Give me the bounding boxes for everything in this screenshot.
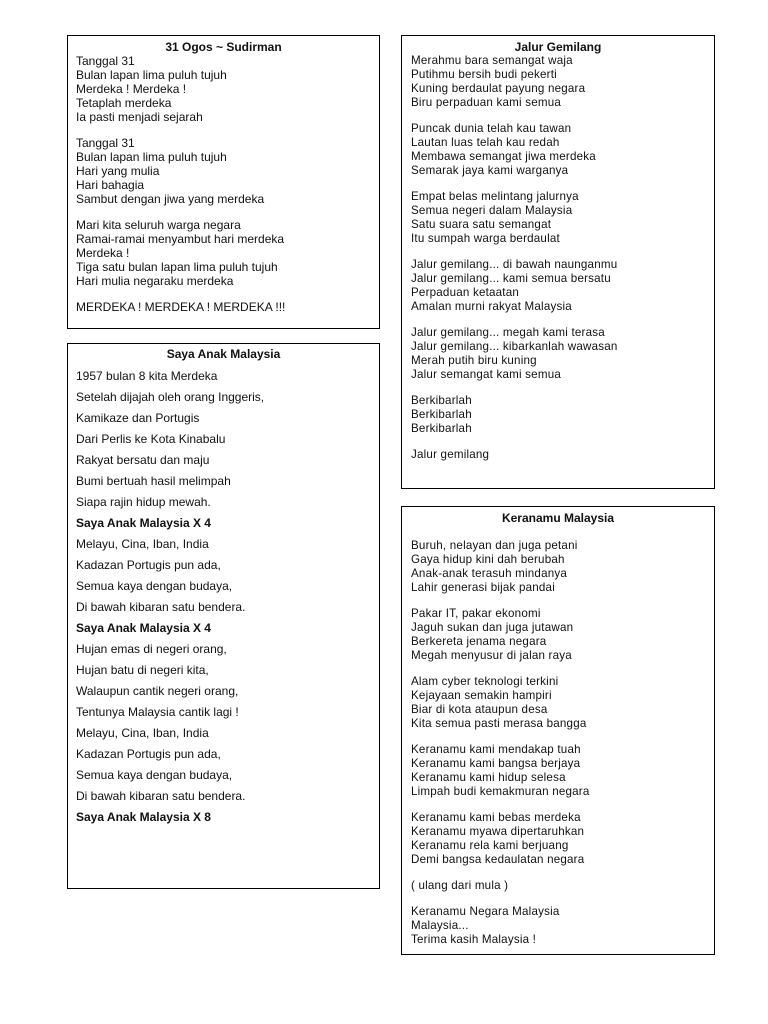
lyric-line: Semarak jaya kami warganya: [411, 164, 569, 177]
lyric-line: Tanggal 31: [76, 54, 135, 68]
lyric-line: Bulan lapan lima puluh tujuh: [76, 150, 227, 164]
lyric-line: Melayu, Cina, Iban, India: [76, 726, 209, 740]
lyric-line: Melayu, Cina, Iban, India: [76, 537, 209, 551]
stanza: [411, 539, 705, 595]
song-title: Keranamu Malaysia: [501, 511, 615, 525]
lyric-line: Lahir generasi bijak pandai: [411, 581, 555, 594]
lyric-line: Tetaplah merdeka: [76, 96, 172, 110]
lyric-line: Membawa semangat jiwa merdeka: [411, 150, 596, 163]
lyric-line: Hari bahagia: [76, 178, 145, 192]
stanza: [411, 190, 705, 246]
lyrics-box-jalur-gemilang: [401, 35, 715, 489]
lyric-line: Semua negeri dalam Malaysia: [411, 204, 573, 217]
stanza: [411, 879, 705, 893]
lyric-line: Jalur gemilang... di bawah naunganmu: [411, 258, 618, 271]
lyrics-body: [76, 54, 371, 314]
lyric-line: Sambut dengan jiwa yang merdeka: [76, 192, 265, 206]
lyric-line: Kadazan Portugis pun ada,: [76, 558, 221, 572]
lyric-line: Di bawah kibaran satu bendera.: [76, 600, 246, 614]
lyrics-body: [411, 54, 705, 462]
lyric-line: Kejayaan semakin hampiri: [411, 689, 552, 702]
lyric-line: Puncak dunia telah kau tawan: [411, 122, 572, 135]
lyric-line: Hari yang mulia: [76, 164, 160, 178]
lyric-line: Merdeka ! Merdeka !: [76, 82, 187, 96]
lyric-line: Di bawah kibaran satu bendera.: [76, 789, 246, 803]
lyric-line: Jalur gemilang: [411, 448, 490, 461]
stanza: [76, 136, 371, 206]
lyric-line: Keranamu kami bebas merdeka: [411, 811, 581, 824]
lyric-line: Keranamu kami hidup selesa: [411, 771, 566, 784]
lyric-line: Gaya hidup kini dah berubah: [411, 553, 565, 566]
lyric-line: Bumi bertuah hasil melimpah: [76, 474, 231, 488]
lyric-line: Setelah dijajah oleh orang Inggeris,: [76, 390, 265, 404]
stanza: [411, 258, 705, 314]
lyric-line: Keranamu rela kami berjuang: [411, 839, 569, 852]
chorus-line: Saya Anak Malaysia X 4: [76, 516, 211, 530]
lyric-line: Merdeka !: [76, 246, 130, 260]
lyric-line: Jalur gemilang... kibarkanlah wawasan: [411, 340, 618, 353]
stanza: [411, 905, 705, 947]
song-title: Jalur Gemilang: [514, 40, 602, 54]
song-title: 31 Ogos ~ Sudirman: [165, 40, 282, 54]
lyric-line: Pakar IT, pakar ekonomi: [411, 607, 541, 620]
lyric-line: Rakyat bersatu dan maju: [76, 453, 210, 467]
lyric-line: Hujan emas di negeri orang,: [76, 642, 227, 656]
stanza: [76, 218, 371, 288]
lyric-line: Berkibarlah: [411, 394, 472, 407]
stanza: [411, 122, 705, 178]
lyric-line: Walaupun cantik negeri orang,: [76, 684, 239, 698]
stanza: [411, 448, 705, 462]
lyric-line: Kuning berdaulat payung negara: [411, 82, 586, 95]
lyric-line: Berkibarlah: [411, 422, 472, 435]
lyric-line: Malaysia...: [411, 919, 469, 932]
lyrics-body: [76, 366, 371, 828]
lyric-line: Keranamu myawa dipertaruhkan: [411, 825, 585, 838]
chorus-line: Saya Anak Malaysia X 8: [76, 810, 211, 824]
song-title: Saya Anak Malaysia: [166, 347, 281, 361]
lyric-line: Kadazan Portugis pun ada,: [76, 747, 221, 761]
lyric-line: Perpaduan ketaatan: [411, 286, 520, 299]
lyric-line: Bulan lapan lima puluh tujuh: [76, 68, 227, 82]
lyric-line: Empat belas melintang jalurnya: [411, 190, 579, 203]
stanza: [411, 811, 705, 867]
lyric-line: Keranamu kami bangsa berjaya: [411, 757, 581, 770]
lyric-line: Limpah budi kemakmuran negara: [411, 785, 590, 798]
lyric-line: MERDEKA ! MERDEKA ! MERDEKA !!!: [76, 300, 286, 314]
lyric-line: Jalur semangat kami semua: [411, 368, 561, 381]
lyric-line: Kita semua pasti merasa bangga: [411, 717, 587, 730]
lyric-line: Itu sumpah warga berdaulat: [411, 232, 560, 245]
lyric-line: Satu suara satu semangat: [411, 218, 552, 231]
lyric-line: Amalan murni rakyat Malaysia: [411, 300, 572, 313]
lyric-line: Lautan luas telah kau redah: [411, 136, 560, 149]
stanza: [411, 54, 705, 110]
lyric-line: Hari mulia negaraku merdeka: [76, 274, 234, 288]
lyric-line: Ia pasti menjadi sejarah: [76, 110, 203, 124]
lyric-line: Berkereta jenama negara: [411, 635, 547, 648]
lyric-line: Biar di kota ataupun desa: [411, 703, 548, 716]
lyric-line: Keranamu kami mendakap tuah: [411, 743, 581, 756]
lyric-line: Tiga satu bulan lapan lima puluh tujuh: [76, 260, 278, 274]
lyric-line: Biru perpaduan kami semua: [411, 96, 562, 109]
lyric-line: Tentunya Malaysia cantik lagi !: [76, 705, 239, 719]
lyric-line: Berkibarlah: [411, 408, 472, 421]
stanza: [411, 607, 705, 663]
lyric-line: Buruh, nelayan dan juga petani: [411, 539, 578, 552]
lyric-line: Merah putih biru kuning: [411, 354, 537, 367]
lyric-line: ( ulang dari mula ): [411, 879, 509, 892]
lyric-line: Anak-anak terasuh mindanya: [411, 567, 568, 580]
lyrics-box-31-ogos: [67, 35, 380, 329]
lyric-line: Tanggal 31: [76, 136, 135, 150]
lyric-line: Putihmu bersih budi pekerti: [411, 68, 557, 81]
chorus-line: Saya Anak Malaysia X 4: [76, 621, 211, 635]
lyric-line: Megah menyusur di jalan raya: [411, 649, 572, 662]
lyric-line: Demi bangsa kedaulatan negara: [411, 853, 585, 866]
lyric-line: Keranamu Negara Malaysia: [411, 905, 560, 918]
lyric-line: Dari Perlis ke Kota Kinabalu: [76, 432, 226, 446]
lyric-line: Siapa rajin hidup mewah.: [76, 495, 211, 509]
lyric-line: Semua kaya dengan budaya,: [76, 579, 233, 593]
lyrics-box-keranamu-malaysia: [401, 506, 715, 955]
lyric-line: Merahmu bara semangat waja: [411, 54, 573, 67]
lyric-line: Hujan batu di negeri kita,: [76, 663, 209, 677]
lyric-line: Mari kita seluruh warga negara: [76, 218, 241, 232]
stanza: [76, 300, 371, 314]
stanza: [411, 743, 705, 799]
lyric-line: Alam cyber teknologi terkini: [411, 675, 559, 688]
lyric-line: Ramai-ramai menyambut hari merdeka: [76, 232, 285, 246]
stanza: [411, 394, 705, 436]
lyric-line: Semua kaya dengan budaya,: [76, 768, 233, 782]
stanza: [411, 675, 705, 731]
lyrics-body: [411, 539, 705, 947]
lyric-line: 1957 bulan 8 kita Merdeka: [76, 369, 218, 383]
lyric-line: Jalur gemilang... kami semua bersatu: [411, 272, 611, 285]
lyric-line: Terima kasih Malaysia !: [411, 933, 537, 946]
lyrics-box-saya-anak-malaysia: [67, 343, 380, 889]
stanza: [76, 54, 371, 124]
lyric-line: Jaguh sukan dan juga jutawan: [411, 621, 574, 634]
lyric-line: Kamikaze dan Portugis: [76, 411, 200, 425]
lyric-line: Jalur gemilang... megah kami terasa: [411, 326, 605, 339]
stanza: [411, 326, 705, 382]
